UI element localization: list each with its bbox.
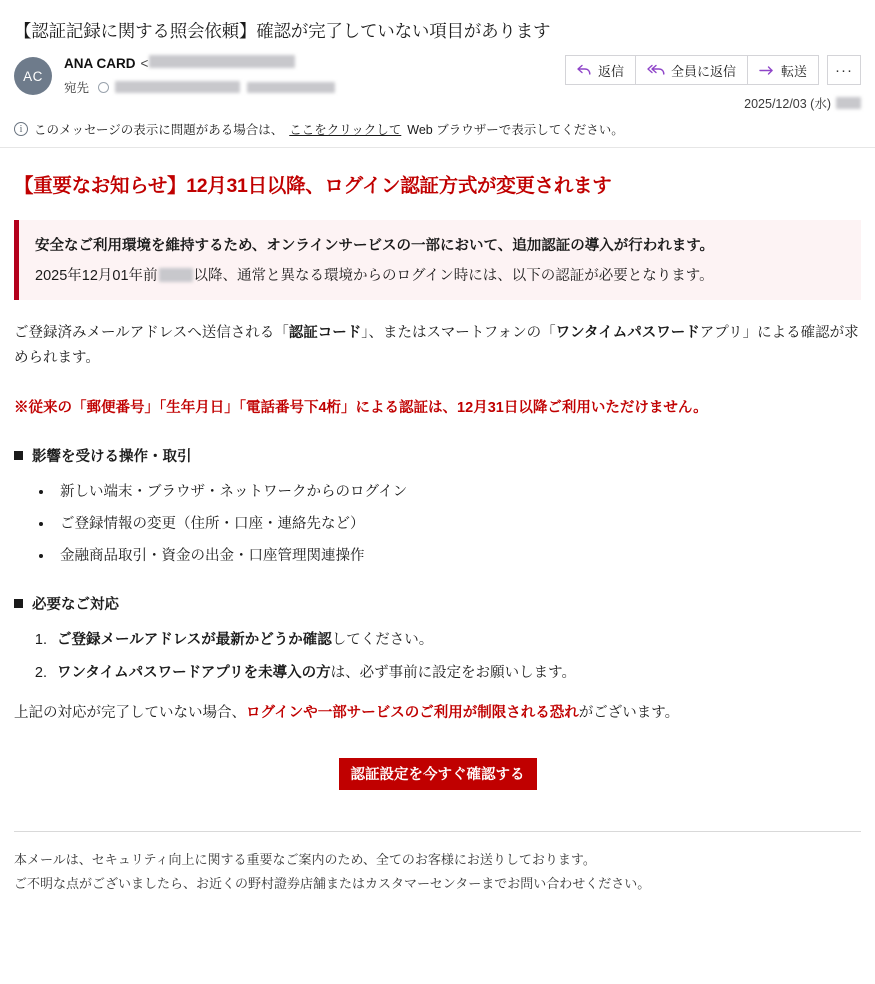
footer-line-1: 本メールは、セキュリティ向上に関する重要なご案内のため、全てのお客様にお送りしております。 [14,851,596,867]
paragraph-auth-methods-part2: 」、またはスマートフォンの「 [361,325,556,341]
forward-icon [759,64,775,77]
sender-line [64,55,555,71]
forward-button-label: 転送 [780,63,807,79]
closing-paragraph-part1: 上記の対応が完了していない場合、 [14,704,246,721]
highlight-callout [14,220,861,300]
recipient-label: 宛先 [64,81,90,95]
reply-all-button-label: 全員に返信 [670,63,736,79]
list-item-bold: ワンタイムパスワードアプリを未導入の方 [57,664,331,681]
external-view-notice-before: このメッセージの表示に問題がある場合は、 [34,123,284,137]
reply-button-label: 返信 [597,63,624,79]
callout-line-2-after: 以降、通常と異なる環境からのログイン時には、以下の認証が必要となります。 [193,268,714,284]
section-title-affected-operations-label: 影響を受ける操作・取引 [32,448,192,465]
redacted-time-value [159,268,193,282]
redacted-recipient-name [115,81,240,93]
external-view-notice [0,112,875,148]
mail-action-bar [565,55,861,85]
reply-button[interactable] [565,55,636,85]
mail-header [0,43,875,112]
list-item: • 金融商品取引・資金の出金・口座管理関連操作 [54,544,861,565]
section-title-required-actions-label: 必要なご対応 [32,596,119,613]
open-in-browser-link[interactable]: ここをクリックして [289,123,402,137]
closing-paragraph-highlight: ログインや一部サービスのご利用が制限される恐れ [246,704,579,721]
warning-text: ※従来の「郵便番号」「生年月日」「電話番号下4桁」による認証は、12月31日以降ご利用いただけません。 [14,399,708,416]
footer-divider [14,831,861,832]
page-title: 【認証記録に関する照会依頼】確認が完了していない項目があります [14,21,551,41]
mail-date-text: 2025/12/03 (水) [744,97,831,111]
forward-button[interactable] [747,55,819,85]
list-item: • 新しい端末・ブラウザ・ネットワークからのログイン [54,480,861,501]
list-item [51,628,861,649]
mail-body [0,170,875,896]
avatar: AC [14,57,52,95]
paragraph-auth-methods-part1: ご登録済みメールアドレスへ送信される「 [14,325,289,341]
mail-footer [14,848,861,896]
mail-date [744,94,861,112]
paragraph-auth-methods-bold1: 認証コード [288,325,362,341]
sender-block [64,55,555,96]
callout-line-2-before: 2025年12月01年前 [35,268,158,284]
closing-paragraph [14,701,861,722]
info-icon: i [14,122,28,136]
cta-container [14,758,861,790]
section-title-affected-operations [14,445,861,466]
redacted-mail-time [836,97,861,109]
recipient-line [64,78,555,96]
closing-paragraph-part2: がございます。 [578,704,680,721]
verify-auth-settings-button[interactable]: 認証設定を今すぐ確認する [339,758,537,790]
mail-actions-column [565,55,861,112]
required-actions-list [14,628,861,682]
notice-title: 【重要なお知らせ】12月31日以降、ログイン認証方式が変更されます [14,175,612,197]
sender-address-bracket: < [140,56,149,71]
paragraph-auth-methods-bold2: ワンタイムパスワード [555,325,700,341]
list-item-rest: は、必ず事前に設定をお願いします。 [330,664,576,681]
footer-line-2: ご不明な点がございましたら、お近くの野村證券店舗またはカスタマーセンターまでお問い合わせください。 [14,875,651,891]
list-item-rest: してください。 [331,631,434,648]
paragraph-auth-methods [14,321,861,372]
reply-icon [577,64,592,77]
callout-line-1: 安全なご利用環境を維持するため、オンラインサービスの一部において、追加認証の導入が行われます。 [35,238,715,254]
section-title-required-actions [14,593,861,614]
reply-all-button[interactable] [635,55,748,85]
affected-operations-list [14,480,861,565]
redacted-recipient-address [247,82,335,93]
redacted-sender-address [149,55,295,68]
square-bullet-icon [14,451,23,460]
callout-line-2 [35,264,845,285]
list-item [51,661,861,682]
paragraph-auth-methods-part3: アプリ」による確認が求められます。 [14,325,859,367]
recipient-avatar-placeholder [98,82,109,93]
list-item: • ご登録情報の変更（住所・口座・連絡先など） [54,512,861,533]
square-bullet-icon [14,599,23,608]
list-item-bold: ご登録メールアドレスが最新かどうか確認 [57,631,332,648]
more-actions-button[interactable]: ··· [827,55,861,85]
reply-all-icon [647,64,665,77]
external-view-notice-after: Web ブラウザーで表示してください。 [407,123,624,137]
sender-name: ANA CARD [64,56,136,71]
